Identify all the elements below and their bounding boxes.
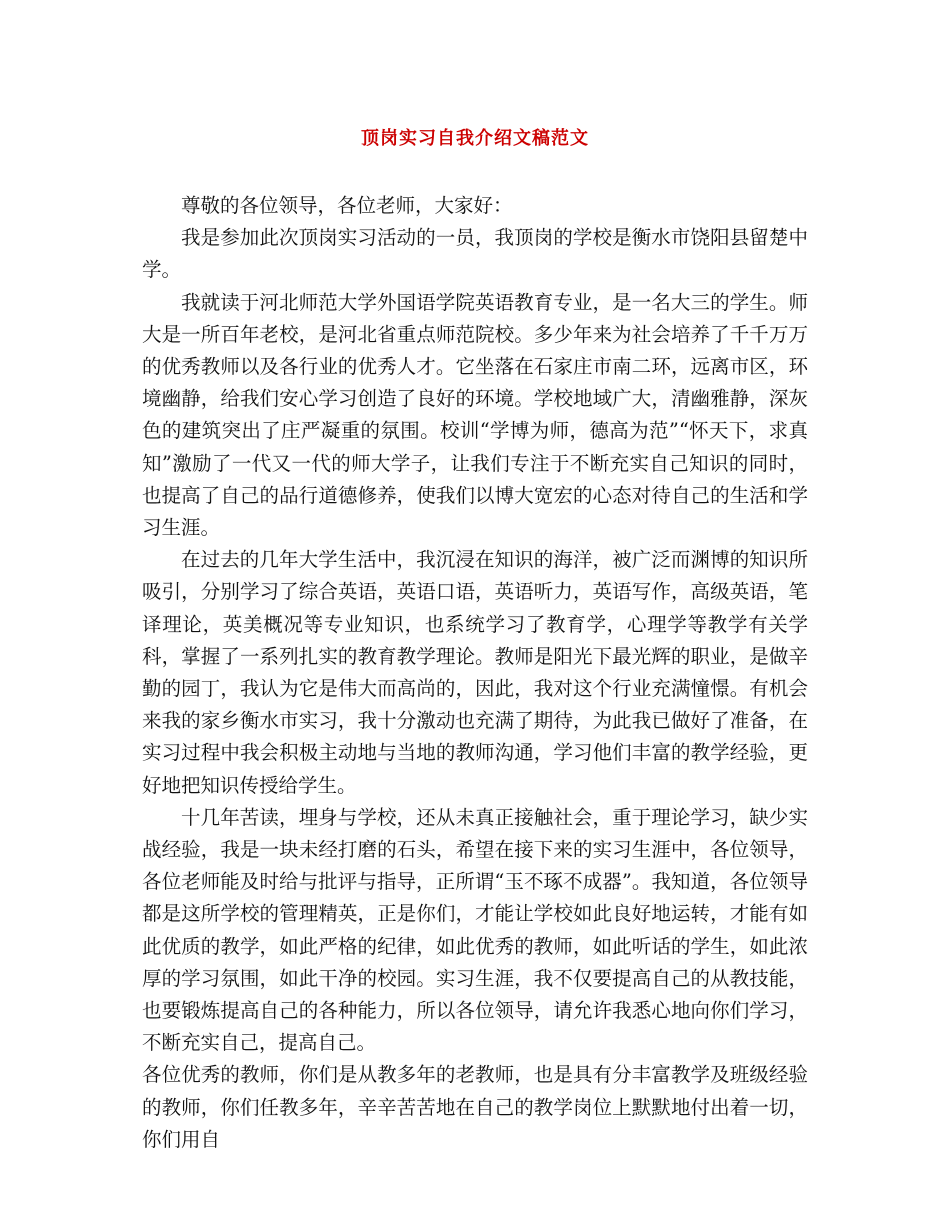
document-title: 顶岗实习自我介绍文稿范文 — [361, 128, 589, 149]
paragraph-hope: 十几年苦读，埋身与学校，还从未真正接触社会，重于理论学习，缺少实战经验，我是一块未经打磨的石头，希望在接下来的实习生涯中，各位领导，各位老师能及时给与批评与指导，正所谓“玉不琢不成器”。我知道，各位领导都是这所学校的管理精英，正是你们，才能让学校如此良好地运转，才能有如此优质的教学，如此严格的纪律，如此优秀的教师，如此听话的学生，如此浓厚的学习氛围，如此干净的校园。实习生涯，我不仅要提高自己的从教技能，也要锻炼提高自己的各种能力，所以各位领导，请允许我悉心地向你们学习，不断充实自己，提高自己。 — [142, 805, 808, 1055]
paragraph-greeting: 尊敬的各位领导，各位老师，大家好： — [181, 194, 513, 217]
paragraph-intro: 我是参加此次顶岗实习活动的一员，我顶岗的学校是衡水市饶阳县留楚中学。 — [142, 226, 808, 282]
paragraph-teachers: 各位优秀的教师，你们是从教多年的老教师，也是具有分丰富教学及班级经验的教师，你们任教多年，辛辛苦苦地在自己的教学岗位上默默地付出着一切，你们用自 — [142, 1063, 808, 1151]
document-body — [142, 190, 808, 1156]
paragraph-study: 在过去的几年大学生活中，我沉浸在知识的海洋，被广泛而渊博的知识所吸引，分别学习了综合英语，英语口语，英语听力，英语写作，高级英语，笔译理论，英美概况等专业知识，也系统学习了教育学，心理学等教学有关学科，掌握了一系列扎实的教育教学理论。教师是阳光下最光辉的职业，是做辛勤的园丁，我认为它是伟大而高尚的，因此，我对这个行业充满憧憬。有机会来我的家乡衡水市实习，我十分激动也充满了期待，为此我已做好了准备，在实习过程中我会积极主动地与当地的教师沟通，学习他们丰富的教学经验，更好地把知识传授给学生。 — [142, 548, 808, 797]
paragraph-university: 我就读于河北师范大学外国语学院英语教育专业，是一名大三的学生。师大是一所百年老校，是河北省重点师范院校。多少年来为社会培养了千千万万的优秀教师以及各行业的优秀人才。它坐落在石家庄市南二环，远离市区，环境幽静，给我们安心学习创造了良好的环境。学校地域广大，清幽雅静，深灰色的建筑突出了庄严凝重的氛围。校训“学博为师，德高为范”“怀天下，求真知”激励了一代又一代的师大学子，让我们专注于不断充实自己知识的同时，也提高了自己的品行道德修养，使我们以博大宽宏的心态对待自己的生活和学习生涯。 — [142, 290, 808, 540]
